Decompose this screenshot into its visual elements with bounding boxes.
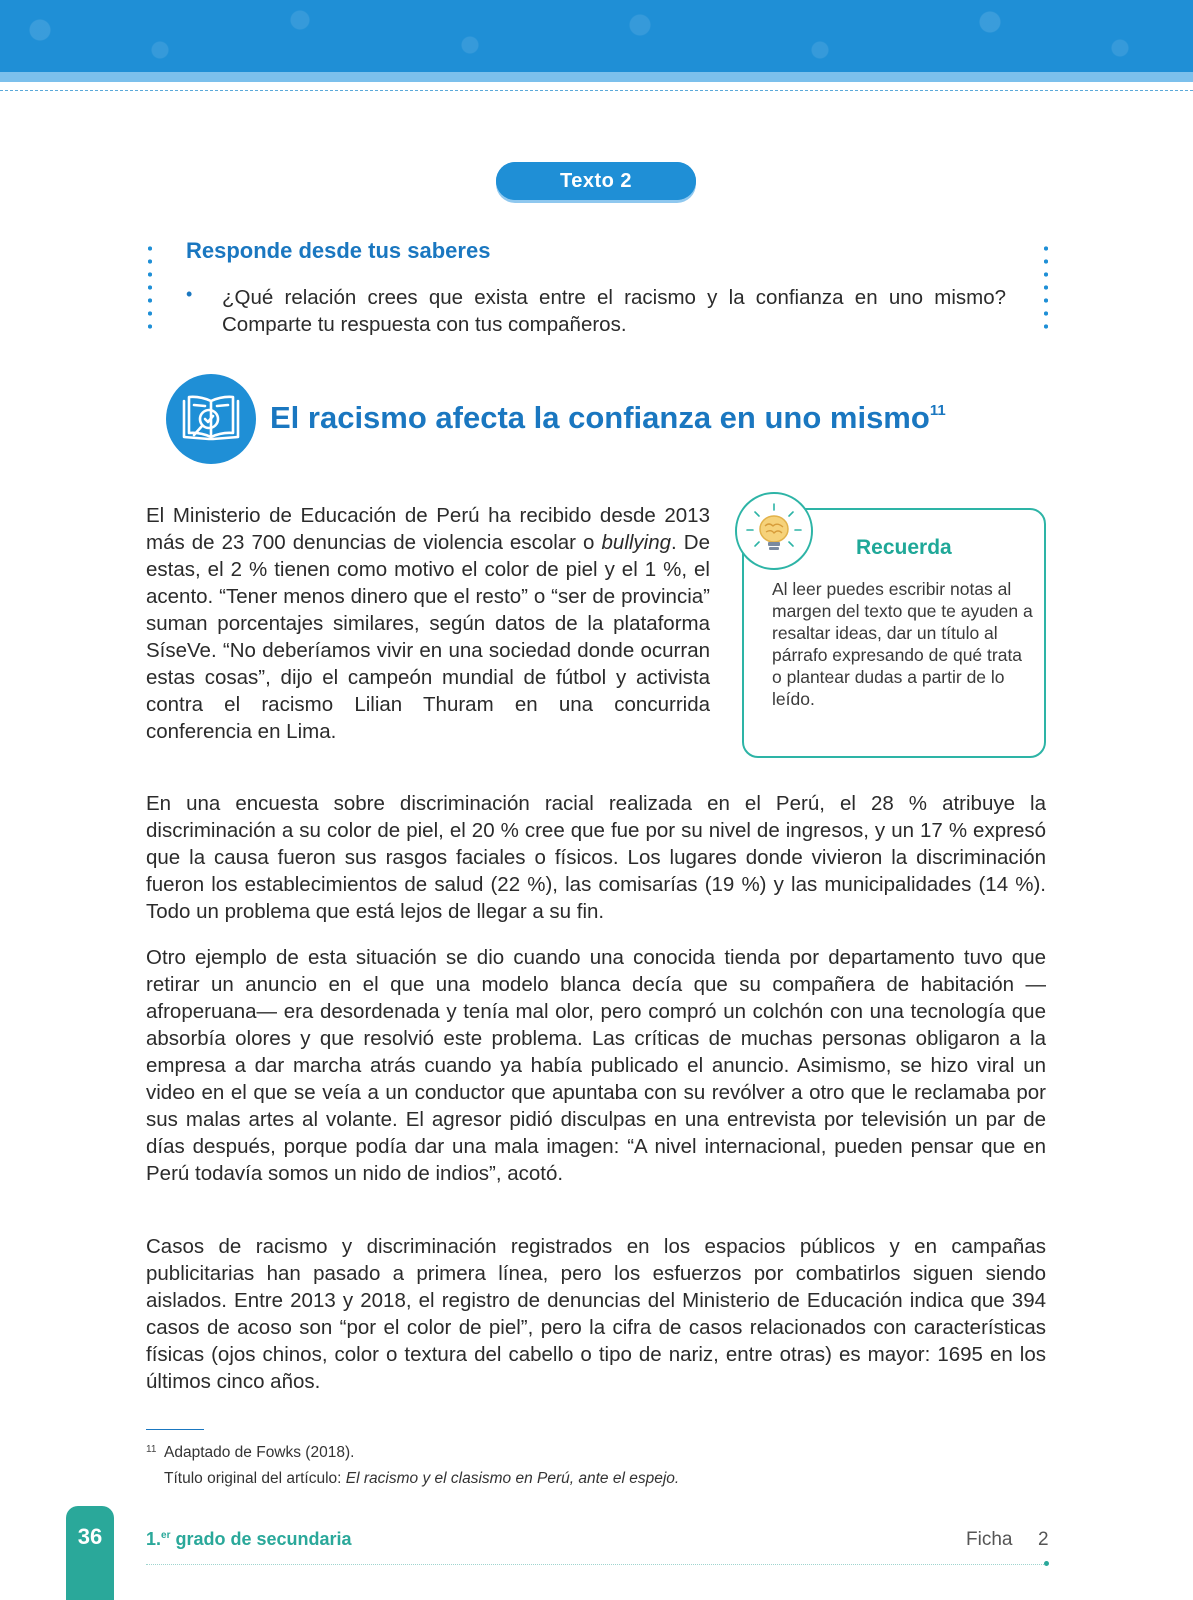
paragraph-4: Casos de racismo y discriminación registrados en los espacios públicos y en campañas publicitarias han pasado a primera línea, pero los esfuerzos por combatirlos siguen siendo aislados. Entre 2013 y 2018, el registro de denuncias del Ministerio de Educación indica que 394 casos de acoso son “por el color de piel”, pero la cifra de casos relacionados con características físicas (ojos chinos, color o textura del cabello o tipo de nariz, entre otras) es mayor: 1695 en los últimos cinco años. [146,1235,1046,1393]
paragraph-1-part-a: El Ministerio de Educación de Perú ha recibido desde 2013 más de 23 700 denuncias de violencia escolar o [146,504,710,554]
footnote-line-2 [164,1470,679,1488]
footnote-original-title: El racismo y el clasismo en Perú, ante el espejo. [345,1470,680,1487]
saberes-section [148,236,1048,336]
book-search-icon [166,374,256,464]
paragraph-1 [146,502,710,745]
footnote-reference: 11 [929,402,946,419]
footnote-divider [146,1429,204,1430]
grade-number: 1. [146,1529,162,1549]
top-banner [0,0,1193,78]
paragraph-1-emphasis: bullying [601,531,672,554]
footnote-line-1: Adaptado de Fowks (2018). [164,1444,355,1461]
page-number: 36 [77,1524,103,1549]
paragraph-3: Otro ejemplo de esta situación se dio cuando una conocida tienda por departamento tuvo que retirar un anuncio en el que una modelo blanca decía que su compañera de habitación —afroperuana— era desordenada y tenía mal olor, pero compró un colchón con una tecnología que absorbía olores y que resolvió este problema. Las críticas de muchas personas obligaron a la empresa a dar marcha atrás cuando ya había publicado el anuncio. Asimismo, se hizo viral un video en el que se veía a un conductor que apuntaba con su revólver a otro que le reclamaba por sus malas artes al volante. El agresor pidió disculpas en una entrevista por televisión un par de días después, porque podía dar una mala imagen: “A nivel internacional, pueden pensar que en Perú todavía somos un nido de indios”, acotó. [146,946,1046,1185]
ficha-number: 2 [1038,1529,1049,1550]
grade-ordinal: er [161,1530,171,1541]
texto-badge-label: Texto 2 [559,169,633,192]
paragraph-2: En una encuesta sobre discriminación racial realizada en el Perú, el 28 % atribuye la discriminación a su color de piel, el 20 % cree que fue por su nivel de ingresos, y un 17 % expresó que la causa fueron sus rasgos faciales o físicos. Los lugares donde vivieron la discriminación fueron los establecimientos de salud (22 %), las comisarías (19 %) y las municipalidades (14 %). Todo un problema que está lejos de llegar a su fin. [146,792,1046,923]
recuerda-text: Al leer puedes escribir notas al margen del texto que te ayuden a resaltar ideas, dar un título al párrafo expresando de qué trata o plantear dudas a partir de lo leído. [772,579,1033,709]
dotted-border-left [148,242,152,334]
paragraph-1-part-b: . De estas, el 2 % tienen como motivo el color de piel y el 1 %, el acento. “Tener menos dinero que el resto” o “ser de provincia” suman porcentajes similares, según datos de la plataforma SíseVe. “No deberíamos vivir en una sociedad donde ocurran estas cosas”, dijo el campeón mundial de fútbol y activista contra el racismo Lilian Thuram en una concurrida conferencia en Lima. [146,531,710,743]
footer-dot [1044,1561,1049,1566]
footnote-line-2-prefix: Título original del artículo: [164,1470,346,1487]
dotted-border-right [1044,242,1048,334]
top-dashed-divider [0,90,1193,91]
article-title [270,400,946,436]
lightbulb-brain-icon [735,492,813,570]
grade-label [146,1529,352,1550]
texto-badge [496,162,696,200]
ficha-label: Ficha [966,1529,1013,1550]
saberes-title: Responde desde tus saberes [186,238,491,263]
page-number-tab [66,1506,114,1600]
article-title-text: El racismo afecta la confianza en uno mismo [270,400,930,435]
bullet-icon: • [186,284,193,304]
saberes-question: ¿Qué relación crees que exista entre el racismo y la confianza en uno mismo? Comparte tu respuesta con tus compañeros. [222,286,1006,336]
footnote-number: 11 [146,1444,157,1455]
grade-text: grado de secundaria [170,1529,352,1549]
footer-dotted-divider [146,1564,1046,1565]
recuerda-title: Recuerda [856,536,952,559]
top-stripe [0,72,1193,82]
